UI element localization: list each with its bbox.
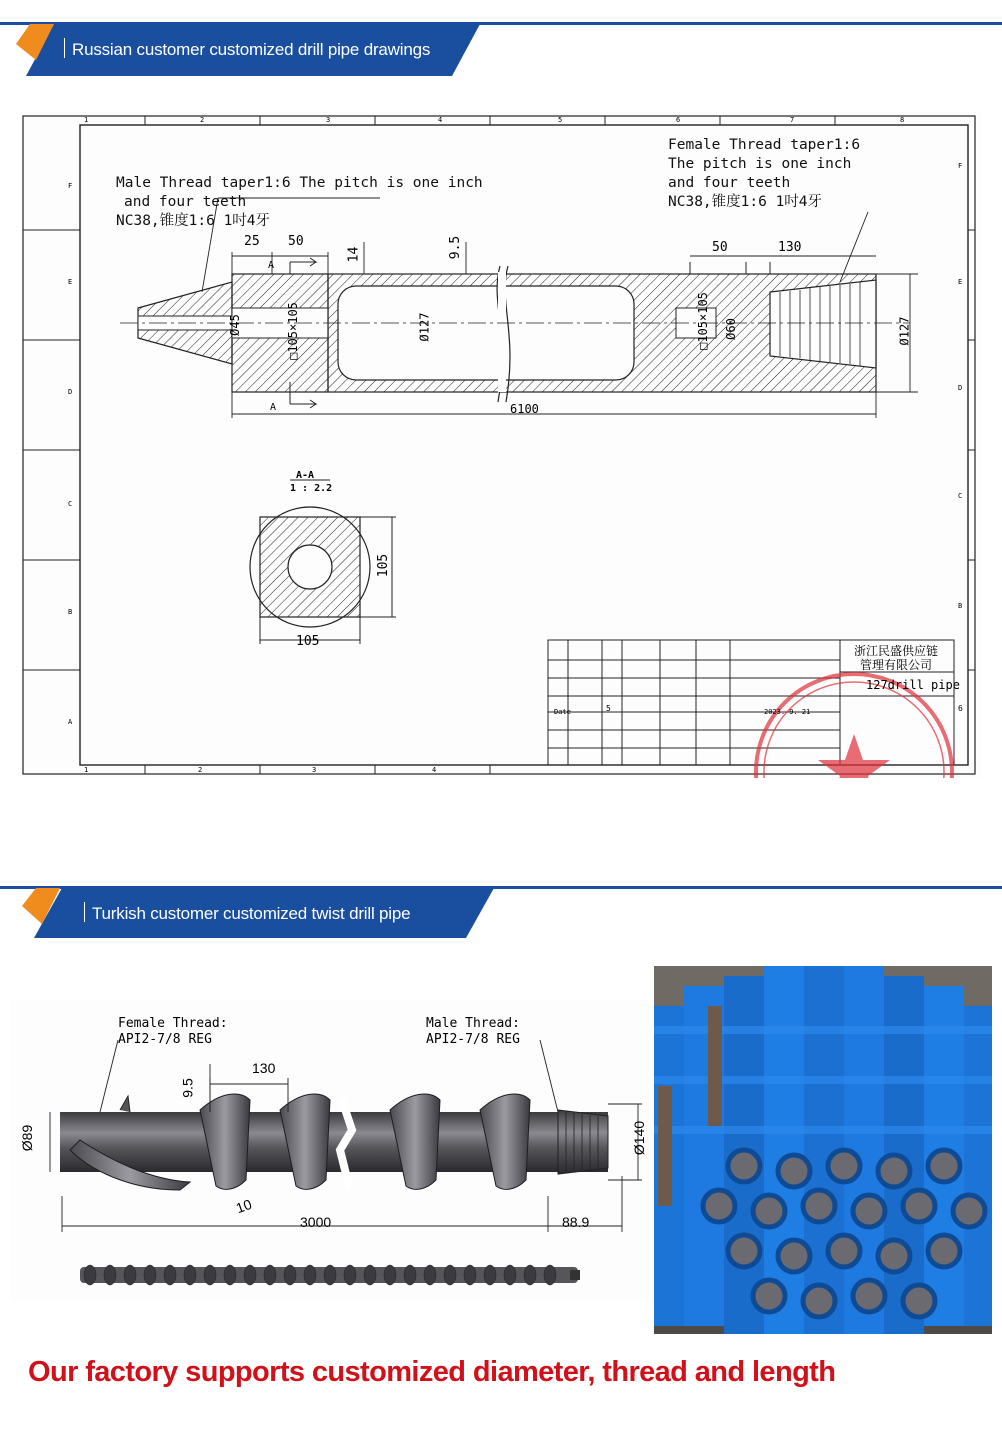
grid-right-b: B — [958, 602, 963, 610]
blue-pipes-photo — [654, 966, 992, 1334]
grid-right-e: E — [958, 278, 963, 286]
company-line: 管理有限公司 — [860, 658, 933, 672]
date-num: 5 — [606, 704, 611, 713]
grid-left-f: F — [68, 182, 73, 190]
dim-9-5: 9.5 — [179, 1078, 196, 1098]
banner-title: Turkish customer customized twist drill pipe — [92, 904, 411, 923]
grid-left-a: A — [68, 718, 73, 726]
grid-bottom-4: 4 — [432, 766, 437, 774]
grid-left-c: C — [68, 500, 73, 508]
title-divider — [64, 38, 65, 58]
male-label: Male Thread: — [426, 1016, 520, 1031]
company-line: 浙江民盛供应链 — [854, 644, 939, 658]
grid-right-f: F — [958, 162, 963, 170]
section-dim-vertical: 105 — [376, 553, 392, 578]
section-marker-bottom: A — [270, 402, 277, 413]
part-name: 127drill pipe — [866, 678, 960, 692]
male-thread-note — [116, 174, 483, 231]
male-note-line: and four teeth — [124, 194, 247, 210]
female-thread-label — [118, 1016, 228, 1048]
company-name — [854, 644, 938, 672]
dim-phi89: Ø89 — [19, 1124, 36, 1152]
section-scale: 1 : 2.2 — [290, 483, 333, 494]
dim-9-5: 9.5 — [448, 235, 464, 260]
dim-phi140: Ø140 — [631, 1120, 648, 1156]
date-label: Date — [554, 708, 571, 716]
banner-turkish — [0, 880, 1002, 940]
dim-phi127-end: Ø127 — [897, 316, 912, 346]
section-a-a — [250, 480, 396, 644]
grid-top-5: 5 — [558, 116, 563, 124]
grid-top-8: 8 — [900, 116, 905, 124]
factory-caption: Our factory supports customized diameter, thread and length — [28, 1356, 836, 1388]
grid-left-e: E — [68, 278, 73, 286]
grid-top-7: 7 — [790, 116, 795, 124]
grid-bottom-1: 1 — [84, 766, 89, 774]
dim-14: 14 — [346, 246, 362, 263]
dim-phi127-body: Ø127 — [417, 312, 432, 342]
male-note-line: NC38,锥度1:6 1吋4牙 — [116, 213, 271, 229]
female-note-line: NC38,锥度1:6 1吋4牙 — [668, 194, 823, 210]
grid-top-6: 6 — [676, 116, 681, 124]
male-thread-label — [426, 1016, 520, 1048]
twist-canvas — [10, 1000, 650, 1300]
grid-bottom-3: 3 — [312, 766, 317, 774]
grid-top-3: 3 — [326, 116, 331, 124]
date-value: 2023. 9. 21 — [764, 708, 811, 716]
dim-3000: 3000 — [300, 1214, 332, 1230]
grid-left-d: D — [68, 388, 73, 396]
female-label: Female Thread: — [118, 1016, 228, 1031]
dim-88-9: 88.9 — [562, 1214, 590, 1230]
section-title: A-A — [296, 470, 315, 481]
dim-phi45: Ø45 — [227, 314, 242, 336]
grid-bottom-2: 2 — [198, 766, 203, 774]
product-photo — [654, 966, 992, 1334]
dim-6100: 6100 — [510, 402, 539, 416]
grid-right-d: D — [958, 384, 963, 392]
female-note-line: and four teeth — [668, 175, 791, 191]
female-note-line: Female Thread taper1:6 — [668, 137, 861, 153]
title-divider — [84, 902, 85, 922]
female-note-line: The pitch is one inch — [668, 156, 852, 172]
dim-130: 130 — [778, 240, 802, 255]
male-note-line: Male Thread taper1:6 The pitch is one inch — [116, 175, 483, 191]
dim-50-right: 50 — [712, 240, 728, 255]
dim-25: 25 — [244, 234, 260, 249]
male-spec: API2-7/8 REG — [426, 1032, 520, 1047]
grid-right-c: C — [958, 492, 963, 500]
dim-130: 130 — [252, 1060, 276, 1076]
grid-top-1: 1 — [84, 116, 89, 124]
twist-pipe-drawing — [10, 1000, 650, 1300]
dim-sq105-left: □105×105 — [285, 302, 300, 360]
grid-top-2: 2 — [200, 116, 205, 124]
grid-left-b: B — [68, 608, 73, 616]
dim-sq105-right: □105×105 — [695, 292, 710, 350]
banner-russian — [0, 16, 1002, 76]
section-marker-top: A — [268, 260, 275, 271]
sheet-num: 6 — [958, 704, 963, 713]
female-thread-note — [668, 136, 860, 212]
dim-10: 10 — [233, 1195, 254, 1217]
female-spec: API2-7/8 REG — [118, 1032, 212, 1047]
drill-pipe-drawing — [20, 112, 982, 778]
dim-phi60: Ø60 — [723, 318, 738, 340]
banner-title: Russian customer customized drill pipe drawings — [72, 40, 431, 59]
dim-50-left: 50 — [288, 234, 304, 249]
grid-top-4: 4 — [438, 116, 443, 124]
small-twist-pipe — [80, 1265, 580, 1285]
section-dim-horizontal: 105 — [296, 634, 320, 649]
